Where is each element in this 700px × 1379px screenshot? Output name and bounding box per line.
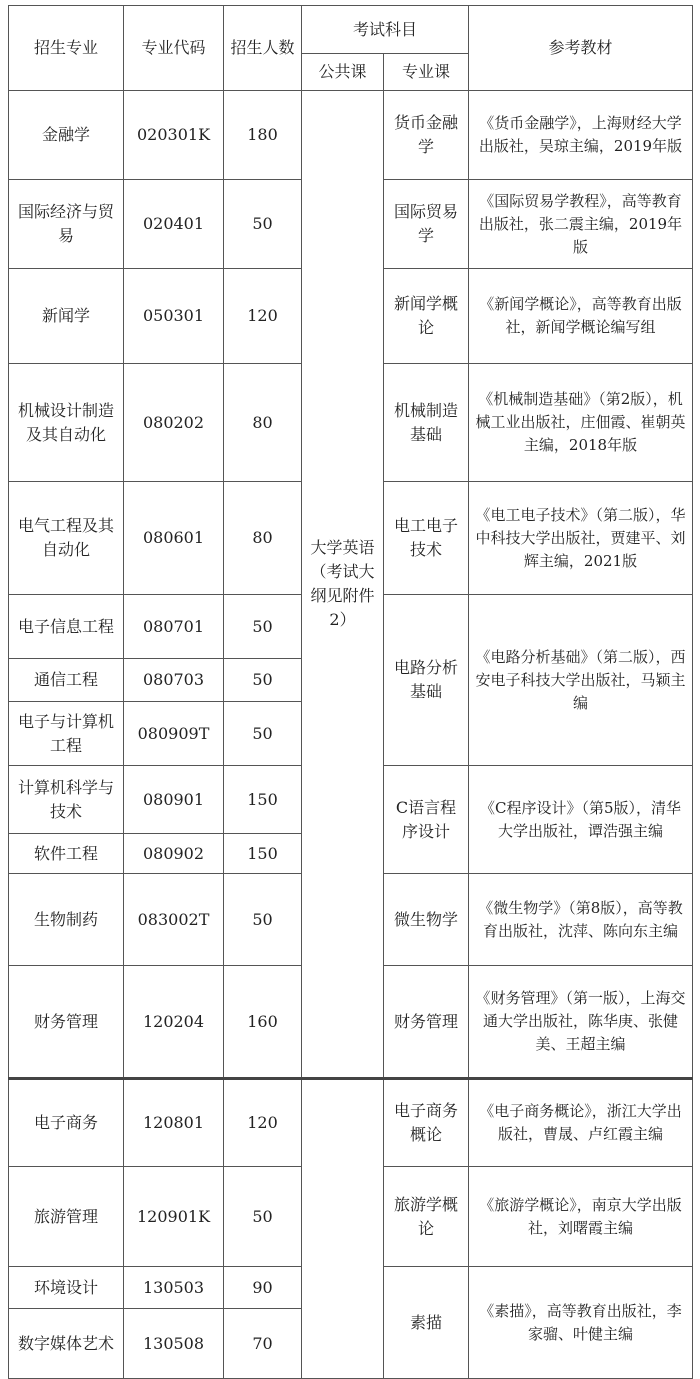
major-cell: 通信工程: [9, 659, 124, 702]
major-cell: 电子信息工程: [9, 595, 124, 659]
quota-cell: 180: [224, 91, 302, 180]
textbook-cell: 《财务管理》（第一版），上海交通大学出版社，陈华庚、张健美、王超主编: [469, 966, 693, 1079]
quota-cell: 120: [224, 1079, 302, 1167]
course-cell: 机械制造基础: [384, 364, 469, 482]
header-professional: 专业课: [384, 54, 469, 91]
major-cell: 计算机科学与技术: [9, 766, 124, 834]
code-cell: 120801: [124, 1079, 224, 1167]
code-cell: 050301: [124, 269, 224, 364]
header-major: 招生专业: [9, 6, 124, 91]
quota-cell: 90: [224, 1267, 302, 1309]
header-code: 专业代码: [124, 6, 224, 91]
course-cell: 电子商务概论: [384, 1079, 469, 1167]
quota-cell: 120: [224, 269, 302, 364]
quota-cell: 160: [224, 966, 302, 1079]
textbook-cell: 《微生物学》（第8版），高等教育出版社，沈萍、陈向东主编: [469, 874, 693, 966]
major-cell: 电子与计算机工程: [9, 702, 124, 766]
code-cell: 080902: [124, 834, 224, 874]
quota-cell: 80: [224, 364, 302, 482]
code-cell: 020401: [124, 180, 224, 269]
textbook-cell: 《C程序设计》（第5版），清华大学出版社，谭浩强主编: [469, 766, 693, 874]
textbook-cell: 《电工电子技术》（第二版），华中科技大学出版社，贾建平、刘辉主编，2021版: [469, 482, 693, 595]
textbook-cell: 《机械制造基础》（第2版），机械工业出版社，庄佃霞、崔朝英主编，2018年版: [469, 364, 693, 482]
quota-cell: 50: [224, 1167, 302, 1267]
course-cell: C语言程序设计: [384, 766, 469, 874]
textbook-cell: 《国际贸易学教程》，高等教育出版社，张二震主编，2019年版: [469, 180, 693, 269]
major-cell: 软件工程: [9, 834, 124, 874]
major-cell: 生物制药: [9, 874, 124, 966]
quota-cell: 150: [224, 834, 302, 874]
major-cell: 财务管理: [9, 966, 124, 1079]
textbook-cell: 《电路分析基础》（第二版），西安电子科技大学出版社，马颖主编: [469, 595, 693, 766]
quota-cell: 70: [224, 1309, 302, 1379]
course-cell: 电路分析基础: [384, 595, 469, 766]
code-cell: 130503: [124, 1267, 224, 1309]
header-quota: 招生人数: [224, 6, 302, 91]
public-course-cell: 大学英语（考试大纲见附件2）: [302, 91, 384, 1079]
course-cell: 电工电子技术: [384, 482, 469, 595]
textbook-cell: 《货币金融学》，上海财经大学出版社，吴琼主编，2019年版: [469, 91, 693, 180]
course-cell: 新闻学概论: [384, 269, 469, 364]
code-cell: 080909T: [124, 702, 224, 766]
major-cell: 数字媒体艺术: [9, 1309, 124, 1379]
code-cell: 080701: [124, 595, 224, 659]
code-cell: 080202: [124, 364, 224, 482]
header-textbook: 参考教材: [469, 6, 693, 91]
textbook-cell: 《旅游学概论》，南京大学出版社，刘曙霞主编: [469, 1167, 693, 1267]
course-cell: 微生物学: [384, 874, 469, 966]
course-cell: 国际贸易学: [384, 180, 469, 269]
major-cell: 新闻学: [9, 269, 124, 364]
quota-cell: 50: [224, 702, 302, 766]
major-cell: 电气工程及其自动化: [9, 482, 124, 595]
textbook-cell: 《新闻学概论》，高等教育出版社，新闻学概论编写组: [469, 269, 693, 364]
code-cell: 080901: [124, 766, 224, 834]
code-cell: 083002T: [124, 874, 224, 966]
code-cell: 080601: [124, 482, 224, 595]
major-cell: 机械设计制造及其自动化: [9, 364, 124, 482]
course-cell: 财务管理: [384, 966, 469, 1079]
header-exam: 考试科目: [302, 6, 469, 54]
textbook-cell: 《电子商务概论》，浙江大学出版社，曹晟、卢红霞主编: [469, 1079, 693, 1167]
code-cell: 020301K: [124, 91, 224, 180]
major-cell: 环境设计: [9, 1267, 124, 1309]
quota-cell: 50: [224, 180, 302, 269]
quota-cell: 50: [224, 659, 302, 702]
header-public: 公共课: [302, 54, 384, 91]
admissions-table: [8, 5, 693, 1379]
code-cell: 080703: [124, 659, 224, 702]
major-cell: 旅游管理: [9, 1167, 124, 1267]
quota-cell: 150: [224, 766, 302, 834]
course-cell: 旅游学概论: [384, 1167, 469, 1267]
code-cell: 120901K: [124, 1167, 224, 1267]
major-cell: 国际经济与贸易: [9, 180, 124, 269]
course-cell: 货币金融学: [384, 91, 469, 180]
quota-cell: 50: [224, 595, 302, 659]
code-cell: 120204: [124, 966, 224, 1079]
quota-cell: 50: [224, 874, 302, 966]
major-cell: 金融学: [9, 91, 124, 180]
major-cell: 电子商务: [9, 1079, 124, 1167]
code-cell: 130508: [124, 1309, 224, 1379]
quota-cell: 80: [224, 482, 302, 595]
textbook-cell: 《素描》，高等教育出版社，李家骝、叶健主编: [469, 1267, 693, 1379]
course-cell: 素描: [384, 1267, 469, 1379]
public-course-blank-cell: [302, 1079, 384, 1379]
